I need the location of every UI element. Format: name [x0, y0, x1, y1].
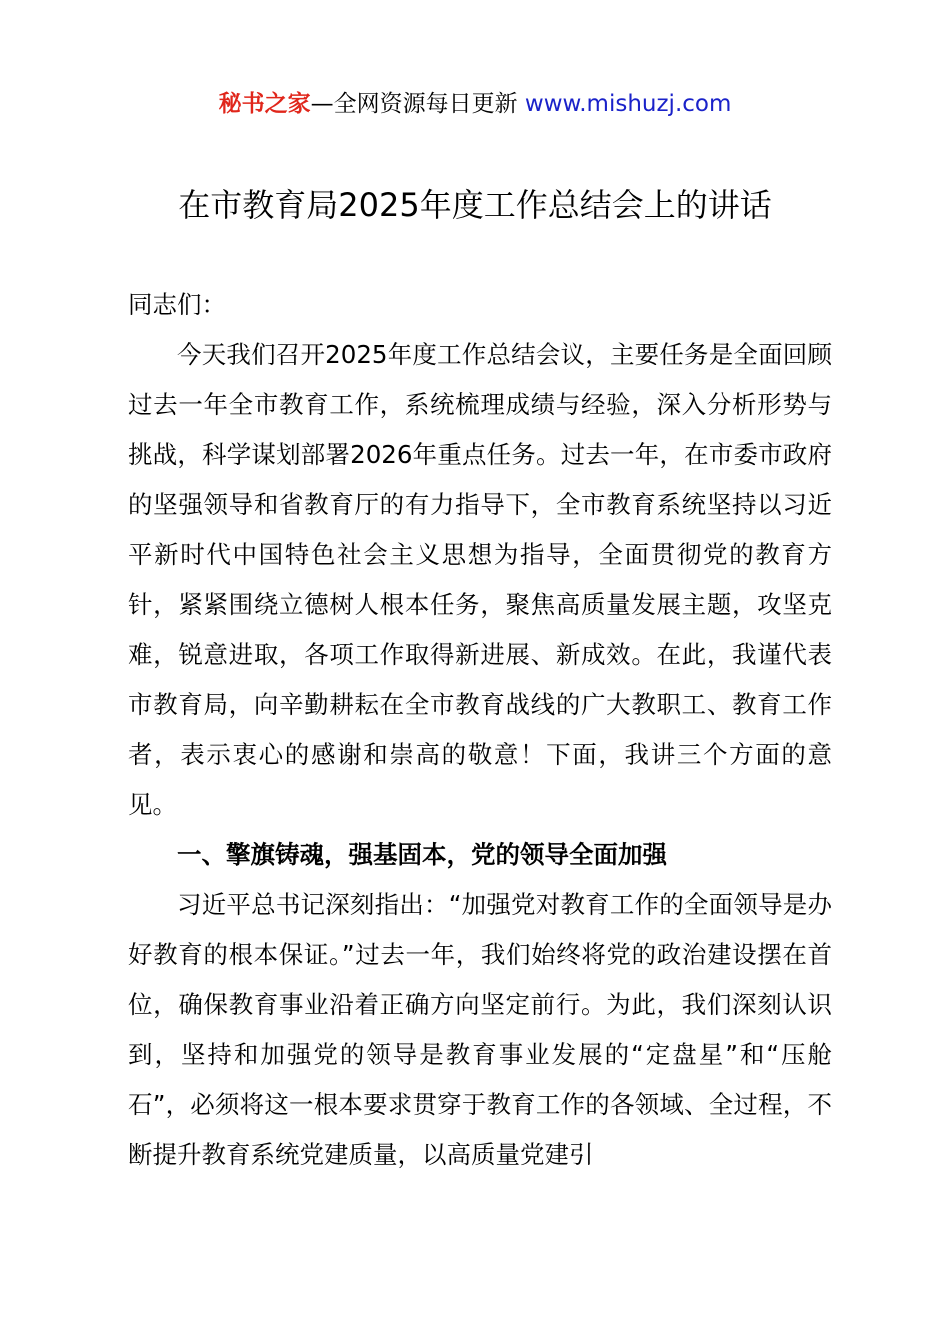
site-header: [0, 86, 950, 122]
brand-name: 秘书之家: [218, 91, 311, 117]
document-title: 在市教育局2025年度工作总结会上的讲话: [178, 186, 772, 224]
section-heading-1: 一、擎旗铸魂，强基固本，党的领导全面加强: [177, 840, 667, 869]
salutation: 同志们：: [128, 290, 226, 319]
paragraph-intro: 今天我们召开2025年度工作总结会议，主要任务是全面回顾过去一年全市教育工作，系统梳理成绩与经验，深入分析形势与挑战，科学谋划部署2026年重点任务。过去一年，在市委市政府的坚强领导和省教育厅的有力指导下，全市教育系统坚持以习近平新时代中国特色社会主义思想为指导，全面贯彻党的教育方针，紧紧围绕立德树人根本任务，聚焦高质量发展主题，攻坚克难，锐意进取，各项工作取得新进展、新成效。在此，我谨代表市教育局，向辛勤耕耘在全市教育战线的广大教职工、教育工作者，表示衷心的感谢和崇高的敬意！下面，我讲三个方面的意见。: [128, 340, 832, 819]
site-url-link[interactable]: www.mishuzj.com: [524, 91, 732, 117]
header-tagline: —全网资源每日更新: [310, 91, 525, 117]
document-body: [128, 280, 832, 1180]
paragraph-section-1: 习近平总书记深刻指出：“加强党对教育工作的全面领导是办好教育的根本保证。”过去一年，我们始终将党的政治建设摆在首位，确保教育事业沿着正确方向坚定前行。为此，我们深刻认识到，坚持和加强党的领导是教育事业发展的“定盘星”和“压舱石”，必须将这一根本要求贯穿于教育工作的各领域、全过程，不断提升教育系统党建质量，以高质量党建引: [128, 890, 832, 1169]
